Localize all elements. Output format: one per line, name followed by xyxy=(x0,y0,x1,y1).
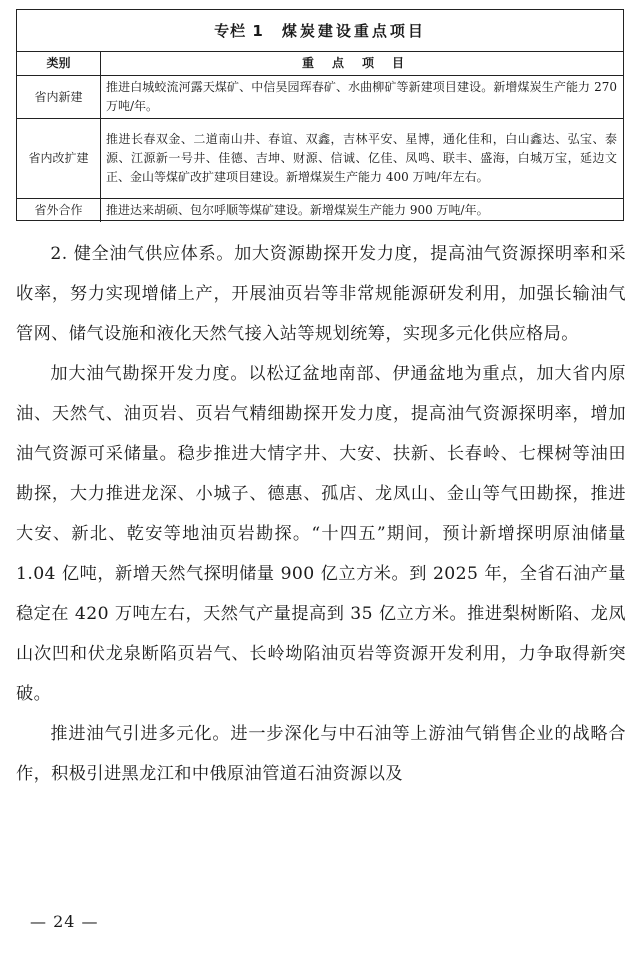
table-title-text: 煤炭建设重点项目 xyxy=(281,22,426,40)
row-projects: 推进达来胡硕、包尔呼顺等煤矿建设。新增煤炭生产能力 900 万吨/年。 xyxy=(101,199,624,223)
header-projects: 重点项目 xyxy=(301,56,422,70)
table-row xyxy=(17,199,623,223)
paragraph-text: 加大资源勘探开发力度，提高油气资源探明率和采收率，努力实现增储上产，开展油页岩等非常规能源研发利用，加强长输油气管网、储气设施和液化天然气接入站等规划统筹，实现多元化供应格局。 xyxy=(16,244,626,344)
table-title-number: 专栏 1 xyxy=(214,22,264,40)
paragraph-lead-heading: 2. 健全油气供应体系。 xyxy=(50,244,235,264)
paragraph-text: 推进油气引进多元化。进一步深化与中石油等上游油气销售企业的战略合作，积极引进黑龙江和中俄原油管道石油资源以及 xyxy=(16,724,626,784)
body-text xyxy=(16,234,626,794)
row-category: 省内改扩建 xyxy=(17,119,101,199)
row-projects: 推进白城蛟流河露天煤矿、中信昊园珲春矿、水曲柳矿等新建项目建设。新增煤炭生产能力 270 万吨/年。 xyxy=(101,76,624,119)
table-row xyxy=(17,119,623,199)
table-title xyxy=(17,10,623,52)
paragraph xyxy=(16,234,626,354)
coal-projects-table-box xyxy=(16,9,624,221)
row-category: 省内新建 xyxy=(17,76,101,119)
paragraph xyxy=(16,354,626,714)
page-number: — 24 — xyxy=(30,912,99,931)
row-category: 省外合作 xyxy=(17,199,101,223)
paragraph xyxy=(16,714,626,794)
header-category: 类别 xyxy=(17,52,101,76)
table-row xyxy=(17,76,623,119)
paragraph-text: 加大油气勘探开发力度。以松辽盆地南部、伊通盆地为重点，加大省内原油、天然气、油页岩、页岩气精细勘探开发力度，提高油气资源探明率，增加油气资源可采储量。稳步推进大情字井、大安、扶新、长春岭、七棵树等油田勘探，大力推进龙深、小城子、德惠、孤店、龙凤山、金山等气田勘探，推进大安、新北、乾安等地油页岩勘探。“十四五”期间，预计新增探明原油储量 1.04 亿吨，新增天然气探明储量 900 亿立方米。到 2025 年，全省石油产量稳定在 420 万吨左右，天然气产量提高到 35 亿立方米。推进梨树断陷、龙凤山次凹和伏龙泉断陷页岩气、长岭坳陷油页岩等资源开发利用，力争取得新突破。 xyxy=(16,364,626,704)
table-header-row xyxy=(17,52,623,76)
row-projects: 推进长春双金、二道南山井、春谊、双鑫，吉林平安、星博，通化佳和，白山鑫达、弘宝、泰源、江源新一号井、佳德、吉坤、财源、信诚、亿佳、凤鸣、联丰、盛海，白城万宝，延边文正、金山等煤矿改扩建项目建设。新增煤炭生产能力 400 万吨/年左右。 xyxy=(101,119,624,199)
coal-projects-table xyxy=(17,52,623,222)
